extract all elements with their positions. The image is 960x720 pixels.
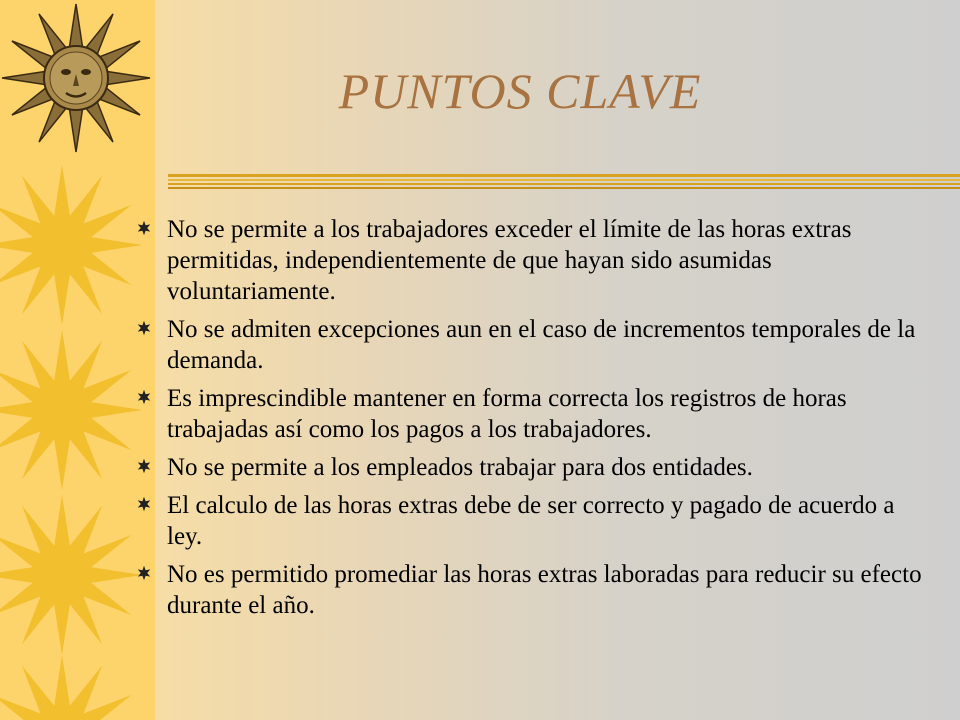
six-point-star-icon xyxy=(136,496,152,512)
six-point-star-icon xyxy=(136,320,152,336)
six-point-star-icon xyxy=(136,565,152,581)
bullet-text: Es imprescindible mantener en forma correcta los registros de horas trabajadas así como los pagos a los trabajadores. xyxy=(167,385,847,443)
six-point-star-icon xyxy=(136,220,152,236)
bullet-item xyxy=(134,314,924,376)
sun-decoration-strip xyxy=(0,0,155,720)
bullet-text: No se permite a los trabajadores exceder el límite de las horas extras permitidas, independientemente de que hayan sido asumidas voluntariamente. xyxy=(167,216,852,305)
yellow-sun-icon xyxy=(0,330,142,490)
slide-title: PUNTOS CLAVE xyxy=(338,63,702,119)
bullet-item xyxy=(134,214,924,307)
bullet-item xyxy=(134,452,924,483)
bullet-text: El calculo de las horas extras debe de ser correcto y pagado de acuerdo a ley. xyxy=(167,492,895,550)
bullet-item xyxy=(134,559,924,621)
bullet-text: No se admiten excepciones aun en el caso de incrementos temporales de la demanda. xyxy=(167,316,916,374)
bullet-item xyxy=(134,383,924,445)
yellow-sun-icon xyxy=(0,655,142,720)
yellow-sun-icon xyxy=(0,165,142,325)
bullet-text: No es permitido promediar las horas extras laboradas para reducir su efecto durante el año. xyxy=(167,561,922,619)
six-point-star-icon xyxy=(136,389,152,405)
bronze-sun-face-icon xyxy=(2,4,150,152)
yellow-sun-icon xyxy=(0,495,142,655)
six-point-star-icon xyxy=(136,458,152,474)
bullet-item xyxy=(134,490,924,552)
bullet-text: No se permite a los empleados trabajar para dos entidades. xyxy=(167,454,753,481)
bullet-list xyxy=(134,214,924,628)
title-divider xyxy=(168,172,960,192)
